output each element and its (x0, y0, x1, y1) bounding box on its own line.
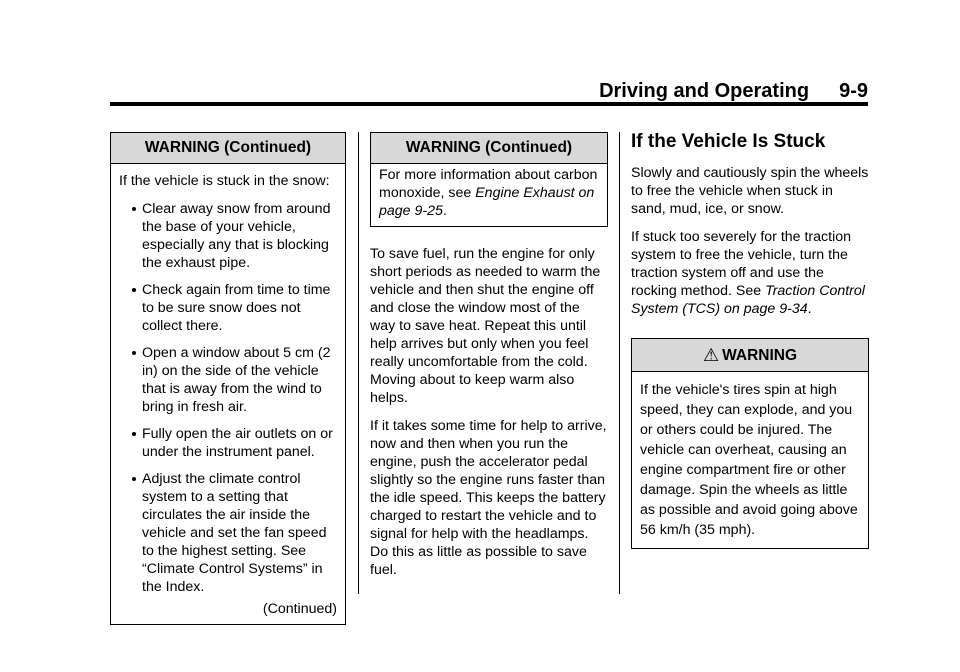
bullet-item: Open a window about 5 cm (2 in) on the side of the vehicle that is away from the wind to bring in fresh air. (119, 344, 337, 416)
warning-box-title: WARNING (722, 347, 798, 364)
paragraph: To save fuel, run the engine for only short periods as needed to warm the vehicle and then shut the engine off and close the window most of the way to save heat. Repeat this until help arrives but only when you feel really uncomfortable from the cold. Moving about to keep warm also helps. (370, 246, 601, 406)
column-divider-2 (619, 132, 620, 594)
column-2 (370, 132, 608, 589)
warning-continued-box-2 (370, 132, 608, 227)
bullet-item: Clear away snow from around the base of your vehicle, especially any that is blocking the exhaust pipe. (119, 200, 337, 272)
paragraph (631, 228, 869, 318)
section-title: Driving and Operating (599, 80, 810, 102)
warning-box (631, 338, 869, 549)
paragraph: Slowly and cautiously spin the wheels to free the vehicle when stuck in sand, mud, ice, or snow. (631, 165, 869, 217)
bullet-item: Adjust the climate control system to a setting that circulates the air inside the vehicle and set the fan speed to the highest setting. See “Climate Control Systems” in the Index. (119, 470, 337, 596)
paragraph: If it takes some time for help to arrive, now and then when you run the engine, push the accelerator pedal slightly so the engine runs faster than the idle speed. This keeps the battery charged to restart the vehicle and to signal for help with the headlamps. Do this as little as possible to save fuel. (370, 418, 607, 578)
cross-reference: Traction Control System (TCS) on page 9-34 (631, 283, 865, 317)
bullet-item: Fully open the air outlets on or under the instrument panel. (119, 425, 337, 461)
warning-box-title: WARNING (Continued) (371, 133, 607, 164)
header-rule (110, 102, 868, 106)
warning-box-reference: Engine Exhaust on page 9-25 (379, 185, 595, 219)
column-divider-1 (358, 132, 359, 594)
bullet-item: Check again from time to time to be sure snow does not collect there. (119, 281, 337, 335)
warning-intro: If the vehicle is stuck in the snow: (119, 173, 330, 189)
warning-box-body (111, 164, 345, 624)
warning-box-header (632, 339, 868, 372)
page-number: 9-9 (839, 80, 868, 102)
warning-box-body (371, 164, 607, 226)
warning-triangle-icon: ⚠ (702, 345, 720, 365)
paragraph-text: If stuck too severely for the traction system to free the vehicle, turn the traction system off and use the rocking method. See (631, 229, 852, 299)
section-heading: If the Vehicle Is Stuck (631, 131, 826, 152)
column-1 (110, 132, 346, 625)
warning-box-title: WARNING (Continued) (111, 133, 345, 164)
continued-label: (Continued) (262, 601, 337, 617)
warning-bullet-list (119, 200, 337, 596)
warning-continued-box-1 (110, 132, 346, 625)
page-header (110, 80, 868, 103)
paragraph-end: . (807, 301, 812, 317)
warning-box-end: . (442, 203, 447, 219)
column-3 (631, 130, 869, 549)
warning-box-text: For more information about carbon monoxide, see (379, 167, 598, 201)
warning-box-body: If the vehicle's tires spin at high speed, they can explode, and you or others could be injured. The vehicle can overheat, causing an engine compartment fire or other damage. Spin the wheels as little as possible and avoid going above 56 km/h (35 mph). (640, 382, 858, 538)
